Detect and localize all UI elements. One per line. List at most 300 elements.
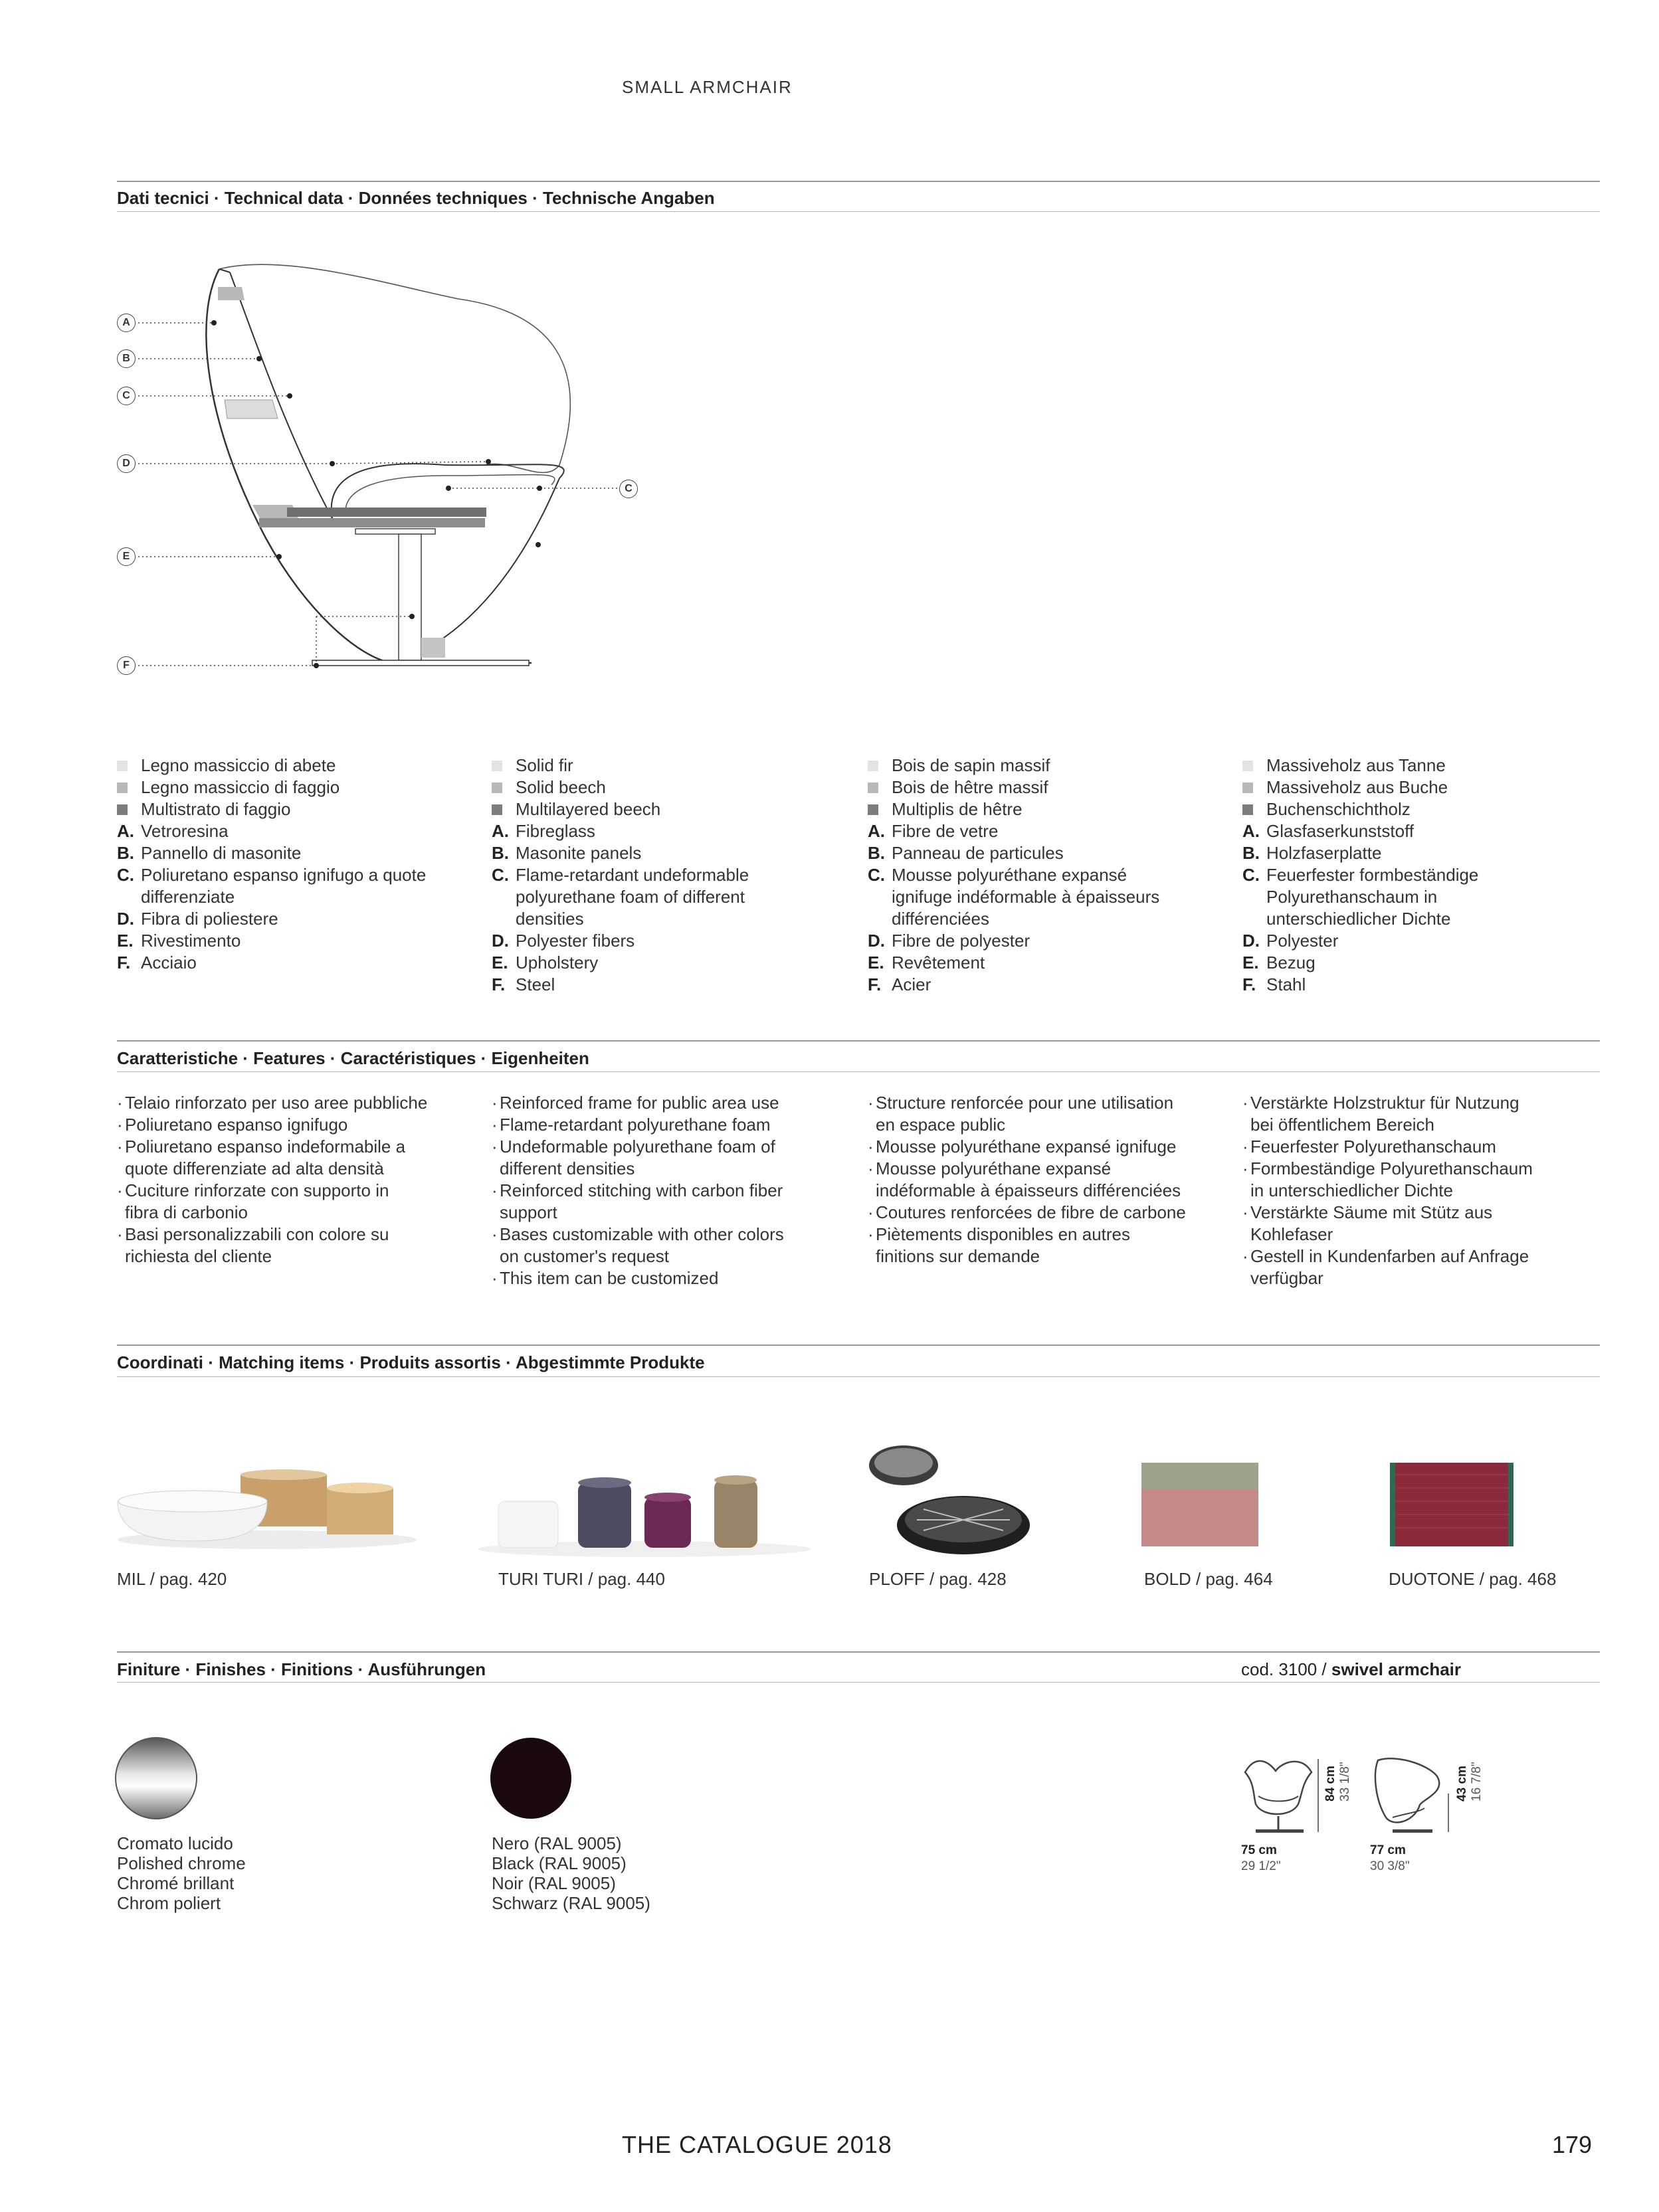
- feature-text: verfügbar: [1250, 1268, 1323, 1288]
- feature-line: [1242, 1202, 1614, 1224]
- feature-line: [1242, 1092, 1614, 1114]
- feature-text: Reinforced frame for public area use: [500, 1093, 779, 1113]
- material-text: Bezug: [1266, 953, 1316, 972]
- feature-text: Kohlefaser: [1250, 1224, 1333, 1244]
- material-text: differenziate: [141, 887, 235, 907]
- material-line: [868, 755, 1226, 777]
- material-line: [868, 908, 1226, 930]
- page-number: 179: [1552, 2131, 1593, 2158]
- feature-line: [117, 1245, 489, 1267]
- feature-text: quote differenziate ad alta densità: [125, 1158, 384, 1178]
- material-text: Upholstery: [516, 953, 599, 972]
- feature-line: [1242, 1114, 1614, 1136]
- material-line: [868, 820, 1226, 842]
- material-swatch: [492, 804, 502, 815]
- bullet-icon: ·: [1242, 1158, 1248, 1178]
- matching-item-bold[interactable]: BOLD / pag. 464: [1144, 1569, 1273, 1589]
- material-text: Bois de sapin massif: [892, 755, 1050, 775]
- stem-foot: [421, 638, 445, 658]
- material-line: [492, 798, 850, 820]
- material-text: densities: [516, 909, 584, 929]
- material-key: [868, 908, 892, 930]
- material-key: [868, 798, 892, 820]
- callout-c-right: C: [619, 480, 638, 498]
- bullet-icon: ·: [492, 1115, 498, 1135]
- material-key: [492, 755, 516, 777]
- material-line: [1242, 908, 1601, 930]
- material-key: C.: [117, 865, 134, 885]
- feature-line: [868, 1202, 1240, 1224]
- material-key: [1242, 777, 1266, 798]
- bullet-icon: [1242, 1224, 1250, 1245]
- material-swatch: [492, 761, 502, 771]
- material-line: [1242, 755, 1601, 777]
- material-text: Solid fir: [516, 755, 573, 775]
- material-key: [868, 777, 892, 798]
- dimension-height-front: 84 cm 33 1/8": [1323, 1762, 1352, 1801]
- material-line: [868, 952, 1226, 974]
- feature-text: Basi personalizzabili con colore su: [125, 1224, 389, 1244]
- features-column: [1242, 1092, 1614, 1289]
- material-line: [492, 777, 850, 798]
- finishes-heading: Finiture · Finishes · Finitions · Ausführungen: [117, 1659, 486, 1679]
- material-key: [1242, 908, 1266, 930]
- feature-text: Gestell in Kundenfarben auf Anfrage: [1250, 1246, 1529, 1266]
- leader-dot: [486, 459, 491, 464]
- callout-c: C: [117, 387, 136, 405]
- material-key: C.: [1242, 865, 1260, 885]
- material-key: F.: [1242, 974, 1256, 994]
- material-text: unterschiedlicher Dichte: [1266, 909, 1451, 929]
- feature-text: Bases customizable with other colors: [500, 1224, 784, 1244]
- material-text: Polyester fibers: [516, 931, 635, 951]
- leader-dot: [211, 320, 217, 325]
- material-key: B.: [492, 843, 509, 863]
- finish-swatch-black[interactable]: [489, 1736, 573, 1820]
- material-swatch: [1242, 804, 1253, 815]
- feature-line: [117, 1224, 489, 1245]
- material-line: [1242, 842, 1601, 864]
- material-text: Buchenschichtholz: [1266, 799, 1411, 819]
- material-line: [492, 974, 850, 996]
- material-key: [117, 755, 141, 777]
- feature-line: [868, 1114, 1240, 1136]
- bullet-icon: ·: [117, 1180, 123, 1200]
- matching-item-turi-turi[interactable]: TURI TURI / pag. 440: [498, 1569, 665, 1589]
- bullet-icon: [492, 1202, 500, 1224]
- callout-d: D: [117, 454, 136, 473]
- bullet-icon: [868, 1180, 876, 1202]
- material-text: Fibra di poliestere: [141, 909, 278, 929]
- leader-dot: [287, 393, 292, 399]
- material-column: [117, 755, 476, 974]
- material-key: D.: [492, 931, 509, 951]
- material-key: [1242, 886, 1266, 908]
- feature-line: [1242, 1224, 1614, 1245]
- feature-line: [117, 1136, 489, 1158]
- feature-text: Mousse polyuréthane expansé ignifuge: [876, 1137, 1177, 1156]
- bullet-icon: ·: [492, 1137, 498, 1156]
- material-text: Mousse polyuréthane expansé: [892, 865, 1127, 885]
- material-text: Massiveholz aus Tanne: [1266, 755, 1446, 775]
- material-line: [117, 777, 476, 798]
- material-text: Panneau de particules: [892, 843, 1064, 863]
- feature-line: [492, 1180, 864, 1202]
- material-key: E.: [868, 953, 884, 972]
- matching-item-duotone[interactable]: DUOTONE / pag. 468: [1389, 1569, 1557, 1589]
- finish-black-labels: Nero (RAL 9005) Black (RAL 9005) Noir (RAL 9005) Schwarz (RAL 9005): [492, 1833, 650, 1913]
- section-divider: [117, 1071, 1600, 1072]
- bullet-icon: [1242, 1180, 1250, 1202]
- feature-line: [492, 1202, 864, 1224]
- leader-dot: [537, 486, 542, 491]
- bullet-icon: ·: [1242, 1093, 1248, 1113]
- bullet-icon: ·: [868, 1137, 874, 1156]
- bullet-icon: [868, 1245, 876, 1267]
- material-key: [868, 755, 892, 777]
- feature-text: Coutures renforcées de fibre de carbone: [876, 1202, 1186, 1222]
- leader-dot: [256, 356, 262, 361]
- material-line: [1242, 952, 1601, 974]
- material-key: [492, 886, 516, 908]
- finish-swatch-chrome[interactable]: [114, 1736, 198, 1820]
- feature-line: [117, 1202, 489, 1224]
- feature-text: different densities: [500, 1158, 635, 1178]
- material-key: [492, 908, 516, 930]
- material-key: [117, 886, 141, 908]
- feature-line: [1242, 1136, 1614, 1158]
- material-text: Pannello di masonite: [141, 843, 302, 863]
- section-divider: [117, 1344, 1600, 1346]
- material-swatch: [1242, 761, 1253, 771]
- bullet-icon: ·: [492, 1180, 498, 1200]
- material-text: Vetroresina: [141, 821, 229, 841]
- callout-e: E: [117, 547, 136, 566]
- material-text: Polyester: [1266, 931, 1339, 951]
- material-line: [868, 798, 1226, 820]
- material-line: [1242, 974, 1601, 996]
- feature-text: Poliuretano espanso ignifugo: [125, 1115, 348, 1135]
- material-line: [868, 974, 1226, 996]
- material-swatch: [868, 761, 878, 771]
- material-line: [117, 864, 476, 886]
- feature-text: bei öffentlichem Bereich: [1250, 1115, 1435, 1135]
- feature-line: [868, 1224, 1240, 1245]
- bullet-icon: ·: [117, 1137, 123, 1156]
- callout-a: A: [117, 314, 136, 332]
- material-line: [117, 908, 476, 930]
- material-key: [868, 886, 892, 908]
- bullet-icon: ·: [868, 1158, 874, 1178]
- armrest-inner: [345, 475, 555, 511]
- material-text: Massiveholz aus Buche: [1266, 777, 1448, 797]
- material-text: Rivestimento: [141, 931, 241, 951]
- feature-text: Mousse polyuréthane expansé: [876, 1158, 1112, 1178]
- bullet-icon: [117, 1202, 125, 1224]
- dimension-drawing-front: [1236, 1754, 1322, 1840]
- material-text: Flame-retardant undeformable: [516, 865, 749, 885]
- features-column: [492, 1092, 864, 1289]
- material-key: C.: [492, 865, 509, 885]
- chair-section-diagram: [113, 259, 678, 691]
- matching-heading: Coordinati · Matching items · Produits assortis · Abgestimmte Produkte: [117, 1352, 705, 1372]
- material-text: Holzfaserplatte: [1266, 843, 1382, 863]
- material-line: [868, 842, 1226, 864]
- feature-text: Telaio rinforzato per uso aree pubbliche: [125, 1093, 428, 1113]
- material-line: [117, 842, 476, 864]
- material-text: Multiplis de hêtre: [892, 799, 1023, 819]
- material-key: [492, 777, 516, 798]
- material-text: Feuerfester formbeständige: [1266, 865, 1479, 885]
- feature-text: fibra di carbonio: [125, 1202, 248, 1222]
- band-beech: [218, 287, 244, 300]
- leader-dot: [536, 542, 541, 547]
- material-text: Fibre de vetre: [892, 821, 999, 841]
- band-fir: [225, 400, 278, 418]
- armrest-outline: [332, 464, 564, 650]
- backrest-outline: [219, 264, 570, 472]
- feature-line: [117, 1114, 489, 1136]
- material-text: Multistrato di faggio: [141, 799, 291, 819]
- material-text: Bois de hêtre massif: [892, 777, 1048, 797]
- product-image-bold[interactable]: [1140, 1461, 1260, 1548]
- finish-chrome-labels: Cromato lucido Polished chrome Chromé brillant Chrom poliert: [117, 1833, 246, 1913]
- material-key: F.: [492, 974, 506, 994]
- section-divider: [117, 181, 1600, 182]
- material-key: A.: [1242, 821, 1260, 841]
- material-key: F.: [117, 953, 131, 972]
- material-line: [492, 952, 850, 974]
- material-text: Poliuretano espanso ignifugo a quote: [141, 865, 427, 885]
- material-text: Acciaio: [141, 953, 197, 972]
- material-key: D.: [868, 931, 885, 951]
- material-key: D.: [1242, 931, 1260, 951]
- bullet-icon: ·: [868, 1202, 874, 1222]
- feature-line: [117, 1092, 489, 1114]
- material-line: [117, 886, 476, 908]
- shell-inner-outline: [230, 272, 332, 518]
- bullet-icon: ·: [117, 1093, 123, 1113]
- material-column: [492, 755, 850, 996]
- material-line: [492, 842, 850, 864]
- bullet-icon: [117, 1158, 125, 1180]
- features-heading: Caratteristiche · Features · Caractéristiques · Eigenheiten: [117, 1048, 589, 1068]
- dimension-width-front: 75 cm 29 1/2": [1241, 1843, 1281, 1873]
- material-text: Multilayered beech: [516, 799, 661, 819]
- material-key: E.: [1242, 953, 1259, 972]
- material-line: [868, 886, 1226, 908]
- material-key: C.: [868, 865, 885, 885]
- bullet-icon: ·: [117, 1224, 123, 1244]
- dimension-height-side: 43 cm 16 7/8": [1455, 1762, 1484, 1801]
- steel-base: [312, 660, 529, 666]
- product-image-mil[interactable]: [114, 1461, 420, 1554]
- material-text: Steel: [516, 974, 555, 994]
- feature-text: on customer's request: [500, 1246, 669, 1266]
- leader-dot: [330, 461, 335, 466]
- feature-text: Verstärkte Säume mit Stütz aus: [1250, 1202, 1493, 1222]
- material-line: [117, 952, 476, 974]
- material-key: A.: [868, 821, 885, 841]
- material-key: E.: [492, 953, 508, 972]
- section-divider: [117, 211, 1600, 212]
- feature-text: Structure renforcée pour une utilisation: [876, 1093, 1174, 1113]
- material-text: Fibreglass: [516, 821, 595, 841]
- feature-line: [868, 1136, 1240, 1158]
- bullet-icon: ·: [868, 1224, 874, 1244]
- bullet-icon: [492, 1245, 500, 1267]
- feature-line: [492, 1136, 864, 1158]
- material-swatch: [117, 804, 128, 815]
- feature-line: [868, 1180, 1240, 1202]
- bullet-icon: [1242, 1114, 1250, 1136]
- seat-bracket: [355, 529, 435, 534]
- section-divider: [117, 1682, 1600, 1683]
- material-key: [117, 798, 141, 820]
- material-key: B.: [868, 843, 885, 863]
- material-text: Legno massiccio di faggio: [141, 777, 340, 797]
- feature-text: Piètements disponibles en autres: [876, 1224, 1131, 1244]
- feature-line: [1242, 1245, 1614, 1267]
- material-key: E.: [117, 931, 134, 951]
- material-column: [868, 755, 1226, 996]
- material-key: A.: [117, 821, 134, 841]
- section-divider: [117, 1040, 1600, 1042]
- material-swatch: [492, 783, 502, 793]
- product-image-ploff[interactable]: [864, 1441, 1036, 1561]
- feature-text: support: [500, 1202, 557, 1222]
- material-line: [1242, 820, 1601, 842]
- bullet-icon: [1242, 1267, 1250, 1289]
- bullet-icon: ·: [1242, 1137, 1248, 1156]
- features-column: [868, 1092, 1240, 1267]
- feature-line: [492, 1267, 864, 1289]
- material-text: Legno massiccio di abete: [141, 755, 336, 775]
- leader-dot: [276, 554, 282, 559]
- dimension-width-side: 77 cm 30 3/8": [1370, 1843, 1410, 1873]
- feature-line: [492, 1224, 864, 1245]
- leader-dot: [314, 663, 319, 668]
- material-line: [492, 908, 850, 930]
- product-image-turi-turi[interactable]: [472, 1461, 817, 1561]
- feature-line: [117, 1158, 489, 1180]
- bullet-icon: ·: [492, 1093, 498, 1113]
- material-line: [117, 820, 476, 842]
- material-line: [492, 864, 850, 886]
- bullet-icon: ·: [492, 1268, 498, 1288]
- material-line: [1242, 930, 1601, 952]
- material-key: [1242, 755, 1266, 777]
- bullet-icon: [117, 1245, 125, 1267]
- feature-line: [117, 1180, 489, 1202]
- material-key: D.: [117, 909, 134, 929]
- bullet-icon: ·: [1242, 1202, 1248, 1222]
- feature-line: [868, 1158, 1240, 1180]
- shell-top-edge: [219, 269, 230, 272]
- material-text: Revêtement: [892, 953, 985, 972]
- feature-line: [492, 1245, 864, 1267]
- material-text: différenciées: [892, 909, 989, 929]
- material-text: Stahl: [1266, 974, 1306, 994]
- feature-text: Cuciture rinforzate con supporto in: [125, 1180, 389, 1200]
- material-key: [492, 798, 516, 820]
- product-image-duotone[interactable]: [1389, 1461, 1515, 1548]
- material-text: Acier: [892, 974, 931, 994]
- feature-line: [492, 1158, 864, 1180]
- material-line: [1242, 864, 1601, 886]
- material-text: Masonite panels: [516, 843, 642, 863]
- material-line: [492, 886, 850, 908]
- material-key: B.: [117, 843, 134, 863]
- callout-b: B: [117, 349, 136, 368]
- material-line: [868, 777, 1226, 798]
- material-key: [1242, 798, 1266, 820]
- material-text: Polyurethanschaum in: [1266, 887, 1438, 907]
- material-swatch: [868, 804, 878, 815]
- material-key: F.: [868, 974, 882, 994]
- material-swatch: [117, 783, 128, 793]
- material-line: [492, 930, 850, 952]
- feature-text: Undeformable polyurethane foam of: [500, 1137, 775, 1156]
- seat-plate: [287, 507, 486, 517]
- material-text: Fibre de polyester: [892, 931, 1030, 951]
- leader-dot: [409, 614, 415, 619]
- material-line: [492, 755, 850, 777]
- bullet-icon: ·: [1242, 1246, 1248, 1266]
- swivel-stem: [399, 534, 421, 660]
- material-column: [1242, 755, 1601, 996]
- feature-text: Verstärkte Holzstruktur für Nutzung: [1250, 1093, 1519, 1113]
- material-swatch: [1242, 783, 1253, 793]
- feature-text: en espace public: [876, 1115, 1006, 1135]
- product-code: cod. 3100 / swivel armchair: [1241, 1659, 1462, 1679]
- feature-line: [868, 1245, 1240, 1267]
- material-text: Glasfaserkunststoff: [1266, 821, 1415, 841]
- section-divider: [117, 1651, 1600, 1653]
- matching-item-mil[interactable]: MIL / pag. 420: [117, 1569, 227, 1589]
- material-line: [117, 798, 476, 820]
- material-line: [868, 864, 1226, 886]
- feature-line: [492, 1092, 864, 1114]
- feature-text: Reinforced stitching with carbon fiber: [500, 1180, 783, 1200]
- matching-item-ploff[interactable]: PLOFF / pag. 428: [869, 1569, 1007, 1589]
- bullet-icon: ·: [117, 1115, 123, 1135]
- bullet-icon: ·: [492, 1224, 498, 1244]
- leader-dot: [446, 486, 451, 491]
- feature-text: richiesta del cliente: [125, 1246, 272, 1266]
- material-text: ignifuge indéformable à épaisseurs: [892, 887, 1160, 907]
- bullet-icon: [868, 1114, 876, 1136]
- technical-heading: Dati tecnici · Technical data · Données techniques · Technische Angaben: [117, 188, 715, 208]
- material-line: [1242, 798, 1601, 820]
- feature-text: Feuerfester Polyurethanschaum: [1250, 1137, 1496, 1156]
- material-key: [117, 777, 141, 798]
- material-swatch: [117, 761, 128, 771]
- feature-text: Formbeständige Polyurethanschaum: [1250, 1158, 1533, 1178]
- callout-f: F: [117, 656, 136, 675]
- material-line: [492, 820, 850, 842]
- feature-text: finitions sur demande: [876, 1246, 1040, 1266]
- material-swatch: [868, 783, 878, 793]
- material-key: B.: [1242, 843, 1260, 863]
- section-divider: [117, 1376, 1600, 1377]
- feature-line: [1242, 1158, 1614, 1180]
- page-title: SMALL ARMCHAIR: [622, 77, 793, 97]
- feature-text: Poliuretano espanso indeformabile a: [125, 1137, 406, 1156]
- material-line: [1242, 886, 1601, 908]
- feature-text: This item can be customized: [500, 1268, 719, 1288]
- bullet-icon: [492, 1158, 500, 1180]
